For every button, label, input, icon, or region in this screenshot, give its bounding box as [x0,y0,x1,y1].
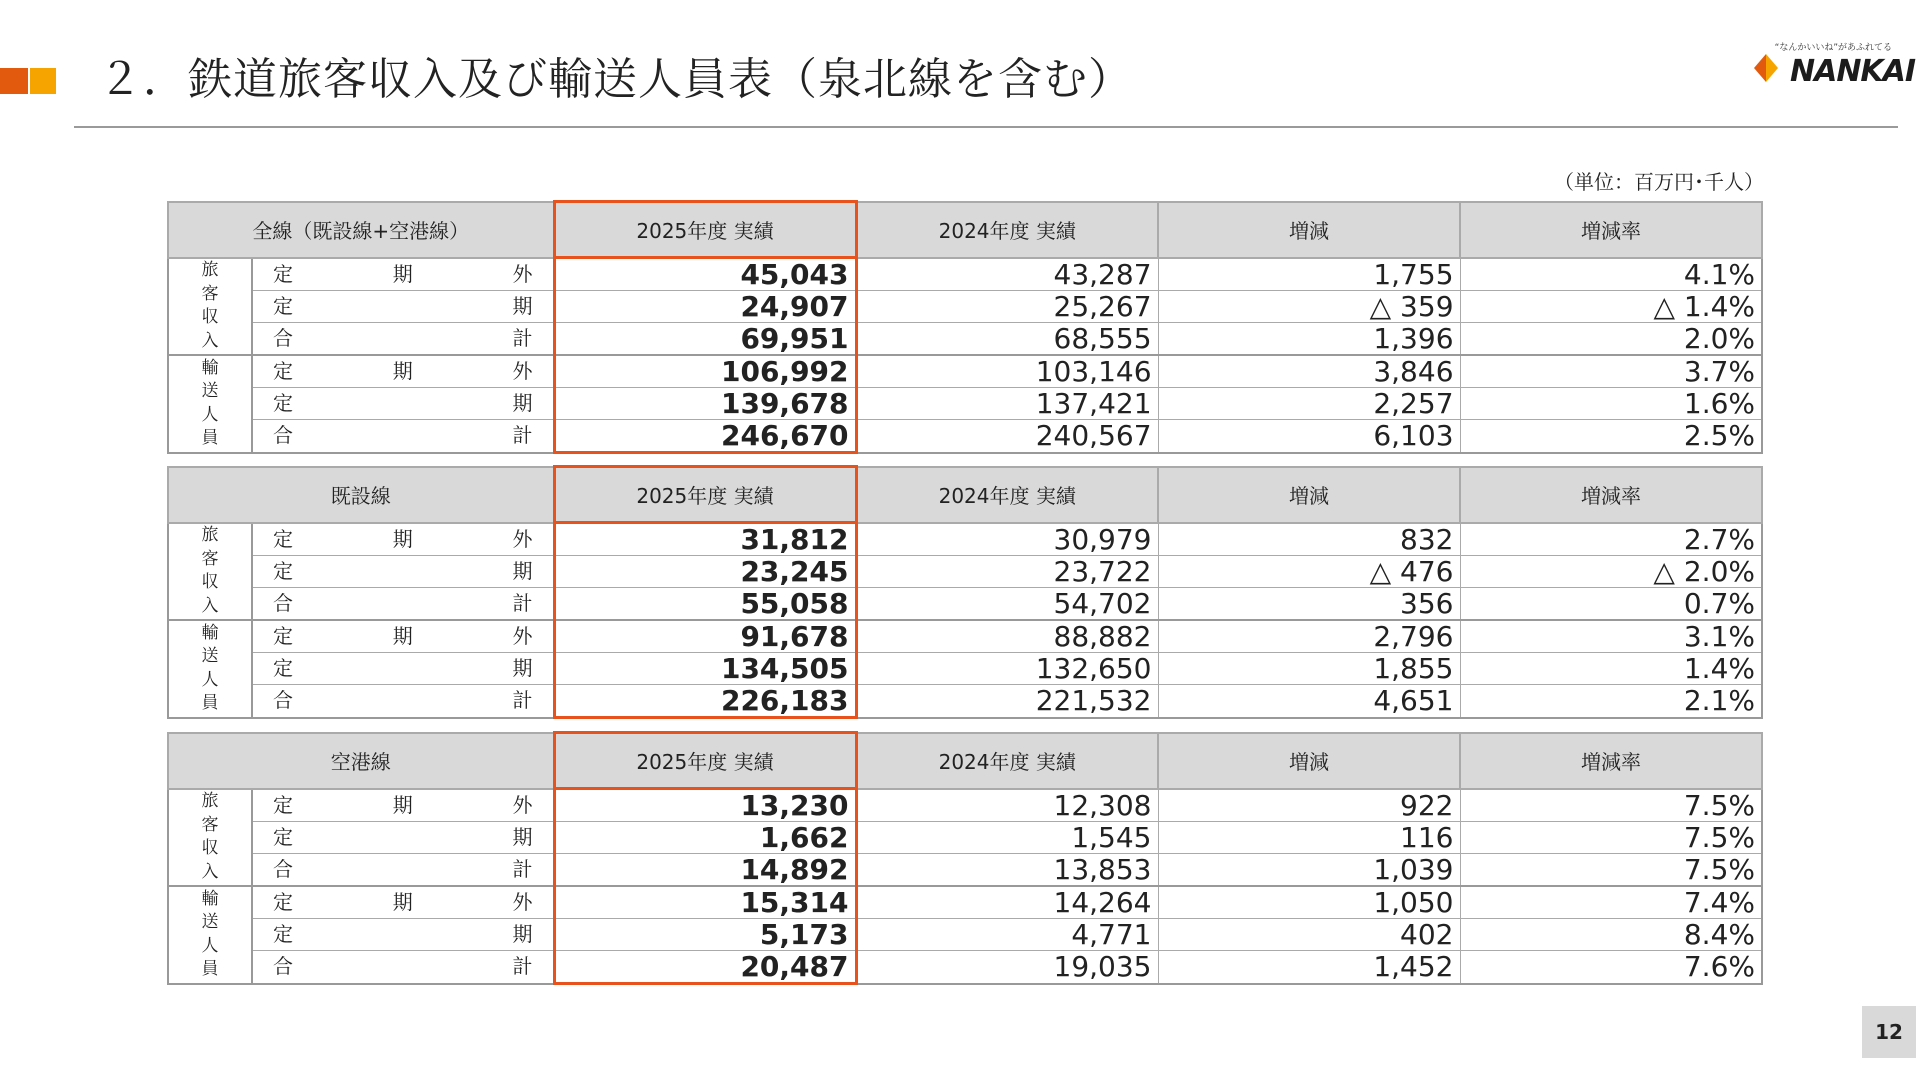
cell-current-year: 24,907 [554,291,856,323]
group-label-char: 客 [201,548,219,569]
cell-change: 1,396 [1158,323,1460,356]
cell-change-rate: 0.7% [1460,588,1762,621]
row-label-char: 合 [273,688,293,713]
row-label [252,556,554,588]
data-table [167,731,1763,985]
row-label [252,620,554,653]
column-header: 2024年度 実績 [856,733,1158,789]
table-row [168,886,1762,919]
row-group-label [168,886,252,984]
row-label-chars [273,790,533,821]
row-label-char: 外 [512,624,533,648]
row-label [252,822,554,854]
table-header-row [168,467,1762,523]
cell-prior-year: 12,308 [856,789,1158,822]
accent-square-yellow [30,68,56,94]
row-label-chars [273,653,533,684]
row-label-char: 期 [392,624,413,648]
cell-prior-year: 68,555 [856,323,1158,356]
cell-change-rate: 7.5% [1460,789,1762,822]
row-label [252,919,554,951]
row-label-chars [273,420,533,451]
group-label-char: 輸 [201,357,219,378]
column-header: 増減 [1158,467,1460,523]
row-label-char: 期 [392,359,413,383]
table-row [168,388,1762,420]
table-row [168,291,1762,323]
cell-change-rate: 2.1% [1460,685,1762,718]
cell-change: 1,855 [1158,653,1460,685]
row-label [252,523,554,556]
group-label-char: 人 [201,935,219,956]
row-label [252,588,554,621]
column-header: 2024年度 実績 [856,202,1158,258]
group-label-char: 送 [201,646,219,667]
row-label-chars [273,356,533,387]
cell-prior-year: 137,421 [856,388,1158,420]
data-table [167,465,1763,719]
group-label-char: 客 [201,283,219,304]
cell-current-year: 91,678 [554,620,856,653]
cell-change: 1,452 [1158,951,1460,984]
row-label-char: 定 [273,792,293,817]
column-header: 空港線 [168,733,554,789]
row-label-char: 定 [273,922,293,946]
logo-tagline: “なんかいいね”があふれてる [1774,43,1892,53]
cell-change: 2,257 [1158,388,1460,420]
row-label-char: 外 [512,359,533,383]
column-header: 増減率 [1460,467,1762,523]
column-header: 2025年度 実績 [554,733,856,789]
nankai-logo [1738,40,1916,92]
row-label-char: 計 [512,423,533,448]
row-label-char: 定 [273,261,293,286]
group-label-char: 入 [201,595,219,616]
cell-current-year: 139,678 [554,388,856,420]
cell-current-year: 69,951 [554,323,856,356]
group-label-char: 送 [201,912,219,933]
group-label-char: 人 [201,404,219,425]
cell-change: 1,039 [1158,854,1460,887]
title-divider [74,126,1898,128]
cell-change: 1,050 [1158,886,1460,919]
row-label-char: 合 [273,423,293,448]
cell-change-rate: 7.5% [1460,822,1762,854]
table-header-row [168,733,1762,789]
table-row [168,685,1762,718]
group-label-char: 人 [201,669,219,690]
row-label [252,323,554,356]
cell-change-rate: 2.7% [1460,523,1762,556]
table-row [168,556,1762,588]
cell-current-year: 45,043 [554,258,856,291]
row-label-char: 合 [273,591,293,615]
row-label-char: 期 [512,825,533,849]
cell-change-rate: 1.4% [1460,653,1762,685]
row-label-chars [273,388,533,419]
row-label-char: 定 [273,391,293,415]
group-label-char: 収 [201,572,219,593]
row-label-char: 期 [392,890,413,914]
column-header: 増減 [1158,733,1460,789]
group-label-char: 輸 [201,622,219,643]
cell-change-rate: 1.6% [1460,388,1762,420]
cell-current-year: 13,230 [554,789,856,822]
table-section-0 [167,200,1763,454]
cell-current-year: 14,892 [554,854,856,887]
row-label [252,653,554,685]
row-label-chars [273,621,533,652]
cell-current-year: 55,058 [554,588,856,621]
cell-prior-year: 88,882 [856,620,1158,653]
row-label-char: 計 [512,688,533,713]
cell-change: 4,651 [1158,685,1460,718]
row-label-char: 期 [512,922,533,946]
row-label-chars [273,588,533,619]
cell-change-rate: 3.7% [1460,355,1762,388]
cell-prior-year: 4,771 [856,919,1158,951]
row-label-char: 定 [273,359,293,383]
row-label-char: 期 [512,559,533,583]
table-row [168,789,1762,822]
cell-change-rate: 7.5% [1460,854,1762,887]
row-label-char: 定 [273,656,293,680]
cell-change-rate: 4.1% [1460,258,1762,291]
cell-change-rate: 3.1% [1460,620,1762,653]
group-label-char: 送 [201,381,219,402]
table-section-1 [167,465,1763,719]
cell-prior-year: 240,567 [856,420,1158,453]
cell-change: 402 [1158,919,1460,951]
cell-prior-year: 1,545 [856,822,1158,854]
group-label-char: 輸 [201,888,219,909]
row-label-char: 合 [273,326,293,350]
row-label-char: 計 [512,591,533,615]
table-row [168,620,1762,653]
cell-prior-year: 103,146 [856,355,1158,388]
row-label [252,420,554,453]
row-label-chars [273,524,533,555]
table-row [168,258,1762,291]
row-label-chars [273,887,533,918]
cell-prior-year: 54,702 [856,588,1158,621]
row-group-label [168,355,252,453]
cell-change-rate: 7.4% [1460,886,1762,919]
row-label [252,388,554,420]
row-label [252,951,554,984]
cell-current-year: 106,992 [554,355,856,388]
table-row [168,653,1762,685]
row-label-char: 外 [512,261,533,286]
table-row [168,919,1762,951]
cell-change: 2,796 [1158,620,1460,653]
row-label-char: 定 [273,825,293,849]
cell-change-rate: △ 1.4% [1460,291,1762,323]
row-group-label [168,789,252,887]
column-header: 既設線 [168,467,554,523]
cell-current-year: 15,314 [554,886,856,919]
row-label [252,789,554,822]
row-label-char: 合 [273,857,293,881]
row-label-chars [273,291,533,322]
cell-change-rate: 2.0% [1460,323,1762,356]
cell-change: △ 359 [1158,291,1460,323]
cell-prior-year: 132,650 [856,653,1158,685]
group-label-char: 旅 [201,791,219,812]
table-section-2 [167,731,1763,985]
cell-change: 1,755 [1158,258,1460,291]
row-label [252,886,554,919]
unit-note: （単位：百万円･千人） [1554,170,1764,194]
cell-current-year: 31,812 [554,523,856,556]
column-header: 増減率 [1460,202,1762,258]
row-label-char: 期 [512,294,533,318]
row-label-chars [273,919,533,950]
row-label-chars [273,822,533,853]
row-label-char: 期 [392,261,413,286]
row-label-char: 期 [512,656,533,680]
row-label-char: 定 [273,559,293,583]
group-label-char: 収 [201,838,219,859]
group-label-char: 入 [201,330,219,351]
row-label-chars [273,259,533,290]
row-label-char: 外 [512,890,533,914]
cell-prior-year: 43,287 [856,258,1158,291]
row-label-char: 定 [273,294,293,318]
row-label-chars [273,556,533,587]
table-row [168,588,1762,621]
group-label-char: 収 [201,307,219,328]
row-label-char: 定 [273,624,293,648]
row-label [252,355,554,388]
row-label-chars [273,685,533,716]
cell-current-year: 5,173 [554,919,856,951]
cell-current-year: 20,487 [554,951,856,984]
table-row [168,854,1762,887]
group-label-char: 員 [201,959,219,980]
row-group-label [168,620,252,718]
cell-current-year: 23,245 [554,556,856,588]
cell-prior-year: 14,264 [856,886,1158,919]
column-header: 2025年度 実績 [554,467,856,523]
cell-change: △ 476 [1158,556,1460,588]
row-label-char: 合 [273,954,293,979]
cell-prior-year: 25,267 [856,291,1158,323]
row-label-char: 期 [512,391,533,415]
cell-current-year: 246,670 [554,420,856,453]
group-label-char: 員 [201,428,219,449]
row-label-char: 計 [512,857,533,881]
column-header: 2025年度 実績 [554,202,856,258]
cell-change: 6,103 [1158,420,1460,453]
cell-change: 116 [1158,822,1460,854]
cell-change: 356 [1158,588,1460,621]
logo-wordmark: NANKAI [1790,54,1916,89]
table-header-row [168,202,1762,258]
table-row [168,355,1762,388]
group-label-char: 員 [201,693,219,714]
table-row [168,951,1762,984]
cell-prior-year: 19,035 [856,951,1158,984]
cell-prior-year: 23,722 [856,556,1158,588]
cell-prior-year: 221,532 [856,685,1158,718]
column-header: 増減 [1158,202,1460,258]
row-label-char: 外 [512,792,533,817]
cell-change: 3,846 [1158,355,1460,388]
group-label-char: 客 [201,814,219,835]
row-label [252,685,554,718]
group-label-char: 旅 [201,525,219,546]
cell-prior-year: 30,979 [856,523,1158,556]
row-label-char: 定 [273,526,293,551]
row-label [252,291,554,323]
row-label-char: 外 [512,526,533,551]
cell-change: 832 [1158,523,1460,556]
table-row [168,523,1762,556]
table-row [168,323,1762,356]
page-number: 12 [1862,1006,1916,1058]
row-label-chars [273,951,533,982]
logo-diamond-icon [1744,50,1788,86]
row-label-chars [273,854,533,885]
column-header: 2024年度 実績 [856,467,1158,523]
cell-prior-year: 13,853 [856,854,1158,887]
row-group-label [168,258,252,356]
table-row [168,420,1762,453]
row-label-char: 期 [392,526,413,551]
row-label-char: 定 [273,890,293,914]
cell-current-year: 226,183 [554,685,856,718]
group-label-char: 旅 [201,260,219,281]
cell-change: 922 [1158,789,1460,822]
row-label-chars [273,323,533,354]
table-row [168,822,1762,854]
cell-change-rate: 7.6% [1460,951,1762,984]
column-header: 全線（既設線+空港線） [168,202,554,258]
row-label-char: 期 [392,792,413,817]
cell-current-year: 134,505 [554,653,856,685]
accent-square-orange [0,68,28,94]
cell-change-rate: △ 2.0% [1460,556,1762,588]
column-header: 増減率 [1460,733,1762,789]
row-label-char: 計 [512,326,533,350]
cell-change-rate: 2.5% [1460,420,1762,453]
row-label-char: 計 [512,954,533,979]
cell-change-rate: 8.4% [1460,919,1762,951]
row-label [252,854,554,887]
row-label [252,258,554,291]
group-label-char: 入 [201,861,219,882]
page-title: ２．鉄道旅客収入及び輸送人員表（泉北線を含む） [98,54,1133,105]
cell-current-year: 1,662 [554,822,856,854]
data-table [167,200,1763,454]
row-group-label [168,523,252,621]
